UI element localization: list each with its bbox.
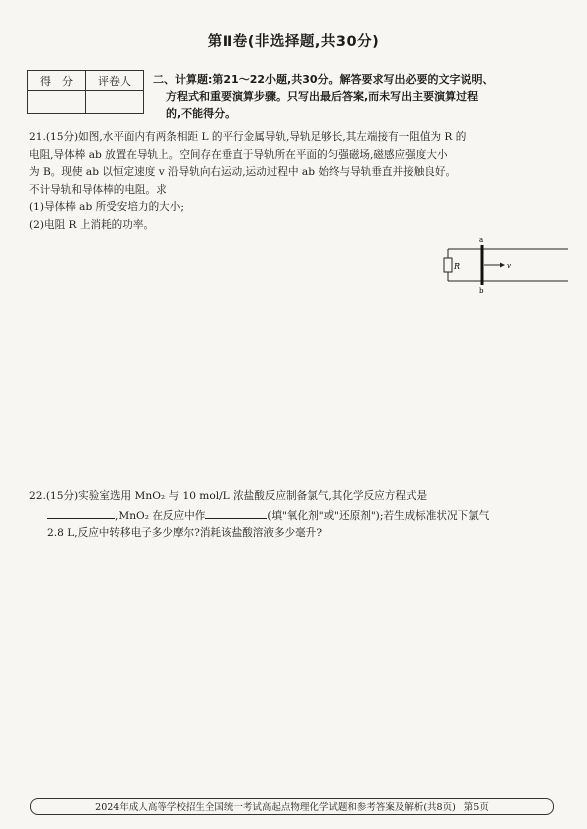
footer-text: 2024年成人高等学校招生全国统一考试高起点物理化学试题和参考答案及解析(共8页) [95,802,456,813]
question-text: (填"氧化剂"或"还原剂");若生成标准状况下氯气 [267,509,490,522]
rod-label-b: b [479,287,484,295]
section-title: 第Ⅱ卷(非选择题,共30分) [207,34,380,50]
question-line: 22.(15分)实验室选用 MnO₂ 与 10 mol/L 浓盐酸反应制备氯气,其化学反应方程式是 [29,490,428,502]
question-line: 2.8 L,反应中转移电子多少摩尔?消耗该盐酸溶液多少毫升? [47,527,323,539]
question-line: 为 B。现使 ab 以恒定速度 v 沿导轨向右运动,运动过程中 ab 始终与导轨垂直并接触良好。 [29,166,457,178]
rail-circuit-diagram [438,235,568,295]
grader-header: 评卷人 [86,71,144,91]
velocity-label: v [507,262,511,270]
answer-blank-role[interactable] [205,506,267,519]
instruction-line: 二、计算题:第21～22小题,共30分。解答要求写出必要的文字说明、 [153,73,494,86]
sub-question-1: (1)导体棒 ab 所受安培力的大小; [29,201,184,213]
question-21 [29,129,559,234]
question-line: 电阻,导体棒 ab 放置在导轨上。空间存在垂直于导轨所在平面的匀强磁场,磁感应强度大小 [29,148,448,161]
rod-label-a: a [479,236,484,244]
instruction-line: 的,不能得分。 [166,107,237,120]
score-table [27,70,144,114]
instruction-line: 方程式和重要演算步骤。只写出最后答案,而未写出主要演算过程 [166,90,479,103]
score-cell [28,91,86,114]
answer-blank-equation[interactable] [47,506,115,519]
question-text: ,MnO₂ 在反应中作 [115,509,206,522]
grader-cell [86,91,144,114]
resistor-label: R [454,262,461,271]
sub-question-2: (2)电阻 R 上消耗的功率。 [29,218,155,231]
section-instructions [153,71,563,122]
question-line: 21.(15分)如图,水平面内有两条相距 L 的平行金属导轨,导轨足够长,其左端接有一阻值为 R 的 [29,131,467,143]
question-line [29,506,559,526]
question-22 [29,488,559,543]
page-footer [30,798,554,815]
question-line: 不计导轨和导体棒的电阻。求 [29,183,167,196]
score-header: 得 分 [28,71,86,91]
resistor-icon [444,258,452,272]
page-number: 第5页 [463,802,489,813]
